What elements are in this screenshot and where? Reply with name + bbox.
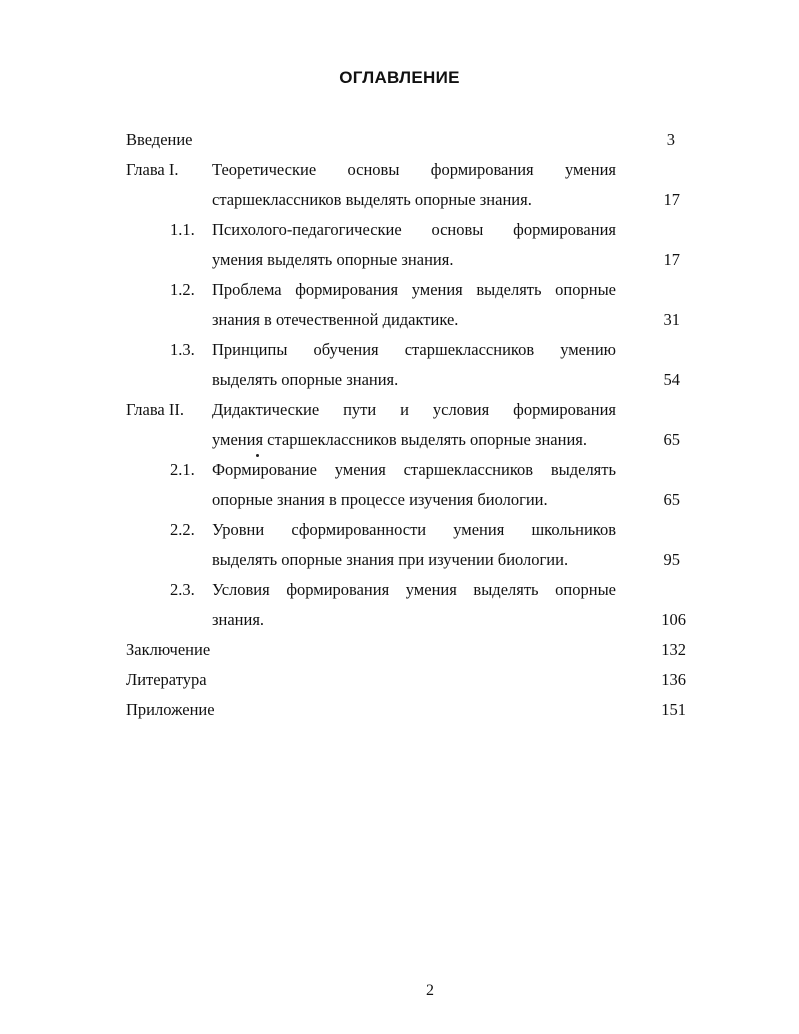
toc-label: 2.2. bbox=[170, 520, 195, 539]
toc-text-line: старшеклассников выделять опорные знания. bbox=[212, 190, 532, 209]
toc-label: 1.1. bbox=[170, 220, 195, 239]
toc-page: 65 bbox=[663, 490, 680, 509]
toc-page: 132 bbox=[661, 640, 686, 659]
toc-text-line: Условия формирования умения выделять опорные bbox=[212, 580, 616, 599]
toc-label: 2.1. bbox=[170, 460, 195, 479]
toc-label: Глава I. bbox=[126, 160, 179, 179]
toc-text-line: выделять опорные знания при изучении биологии. bbox=[212, 550, 569, 569]
toc-page: 106 bbox=[661, 610, 686, 629]
toc-text-line: Психолого-педагогические основы формирования bbox=[212, 220, 616, 239]
toc-label: Приложение bbox=[126, 700, 215, 719]
toc-page: 136 bbox=[661, 670, 686, 689]
toc-text-line: Уровни сформированности умения школьников bbox=[212, 520, 616, 539]
toc-page: 151 bbox=[661, 700, 686, 719]
toc-page: 17 bbox=[663, 250, 680, 269]
toc-text-line: Принципы обучения старшеклассников умению bbox=[212, 340, 616, 359]
toc-page: 54 bbox=[663, 370, 680, 389]
toc-page: 17 bbox=[663, 190, 680, 209]
toc-text-line: умения выделять опорные знания. bbox=[212, 250, 454, 269]
toc-label: 2.3. bbox=[170, 580, 195, 599]
toc-text-line: умения старшеклассников выделять опорные знания. bbox=[212, 430, 588, 449]
toc-label: Глава II. bbox=[126, 400, 184, 419]
toc-label: 1.3. bbox=[170, 340, 195, 359]
toc-text-line: Теоретические основы формирования умения bbox=[212, 160, 616, 179]
page-title: ОГЛАВЛЕНИЕ bbox=[339, 68, 460, 87]
toc-text-line: опорные знания в процессе изучения биологии. bbox=[212, 490, 548, 509]
toc-label: Введение bbox=[126, 130, 193, 149]
toc-page: 31 bbox=[663, 310, 680, 329]
toc-text-line: знания в отечественной дидактике. bbox=[212, 310, 459, 329]
toc-text-line: Дидактические пути и условия формирования bbox=[212, 400, 616, 419]
toc-text-line: Проблема формирования умения выделять опорные bbox=[212, 280, 616, 299]
toc-page: 3 bbox=[666, 130, 675, 149]
toc-page: 95 bbox=[663, 550, 680, 569]
toc-text-line: знания. bbox=[212, 610, 265, 629]
toc-label: 1.2. bbox=[170, 280, 195, 299]
toc-text-line: Формирование умения старшеклассников выделять bbox=[212, 460, 616, 479]
toc-label: Литература bbox=[126, 670, 207, 689]
page-number: 2 bbox=[426, 982, 434, 999]
toc-page: 65 bbox=[663, 430, 680, 449]
toc-text-line: выделять опорные знания. bbox=[212, 370, 399, 389]
toc-label: Заключение bbox=[126, 640, 211, 659]
